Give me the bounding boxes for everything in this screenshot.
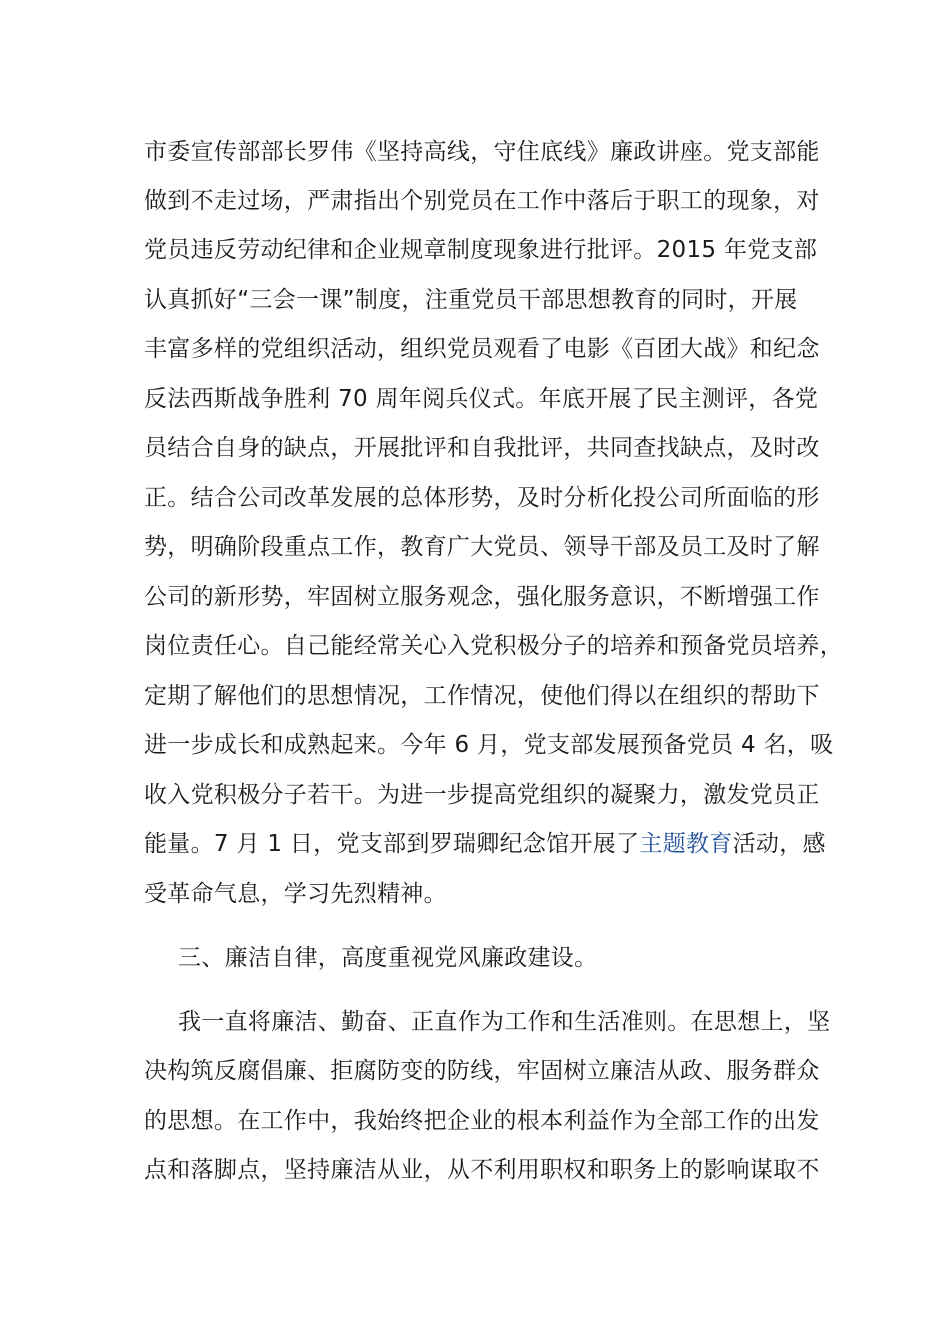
paragraph-line: 认真抓好“三会一课”制度，注重党员干部思想教育的同时，开展 [144,287,798,313]
theme-education-link[interactable]: 主题教育 [639,831,733,857]
paragraph-line: 正。结合公司改革发展的总体形势，及时分析化投公司所面临的形 [144,485,820,511]
line-text-after-link: 活动，感 [732,831,826,857]
paragraph-line: 进一步成长和成熟起来。今年 6 月，党支部发展预备党员 4 名，吸 [144,732,834,758]
paragraph-line: 收入党积极分子若干。为进一步提高党组织的凝聚力，激发党员正 [144,782,820,808]
paragraph-line: 我一直将廉洁、勤奋、正直作为工作和生活准则。在思想上，坚 [178,1009,831,1035]
paragraph-line: 员结合自身的缺点，开展批评和自我批评，共同查找缺点，及时改 [144,435,820,461]
paragraph-line: 丰富多样的党组织活动，组织党员观看了电影《百团大战》和纪念 [144,336,820,362]
paragraph-line: 公司的新形势，牢固树立服务观念，强化服务意识，不断增强工作 [144,584,820,610]
paragraph-line: 党员违反劳动纪律和企业规章制度现象进行批评。2015 年党支部 [144,237,818,263]
paragraph-line: 受革命气息，学习先烈精神。 [144,881,447,907]
paragraph-line: 定期了解他们的思想情况，工作情况，使他们得以在组织的帮助下 [144,683,820,709]
section-heading: 三、廉洁自律，高度重视党风廉政建设。 [178,945,598,971]
paragraph-line: 岗位责任心。自己能经常关心入党积极分子的培养和预备党员培养， [144,633,843,659]
line-text-before-link: 能量。7 月 1 日，党支部到罗瑞卿纪念馆开展了 [144,831,640,857]
paragraph-line: 的思想。在工作中，我始终把企业的根本利益作为全部工作的出发 [144,1108,820,1134]
paragraph-line: 做到不走过场，严肃指出个别党员在工作中落后于职工的现象，对 [144,188,820,214]
paragraph-line: 市委宣传部部长罗伟《坚持高线，守住底线》廉政讲座。党支部能 [144,139,820,165]
paragraph-line: 点和落脚点，坚持廉洁从业，从不利用职权和职务上的影响谋取不 [144,1157,820,1183]
paragraph-line: 反法西斯战争胜利 70 周年阅兵仪式。年底开展了民主测评，各党 [144,386,819,412]
paragraph-line: 势，明确阶段重点工作，教育广大党员、领导干部及员工及时了解 [144,534,820,560]
paragraph-line-with-link [144,829,824,859]
paragraph-line: 决构筑反腐倡廉、拒腐防变的防线，牢固树立廉洁从政、服务群众 [144,1058,820,1084]
